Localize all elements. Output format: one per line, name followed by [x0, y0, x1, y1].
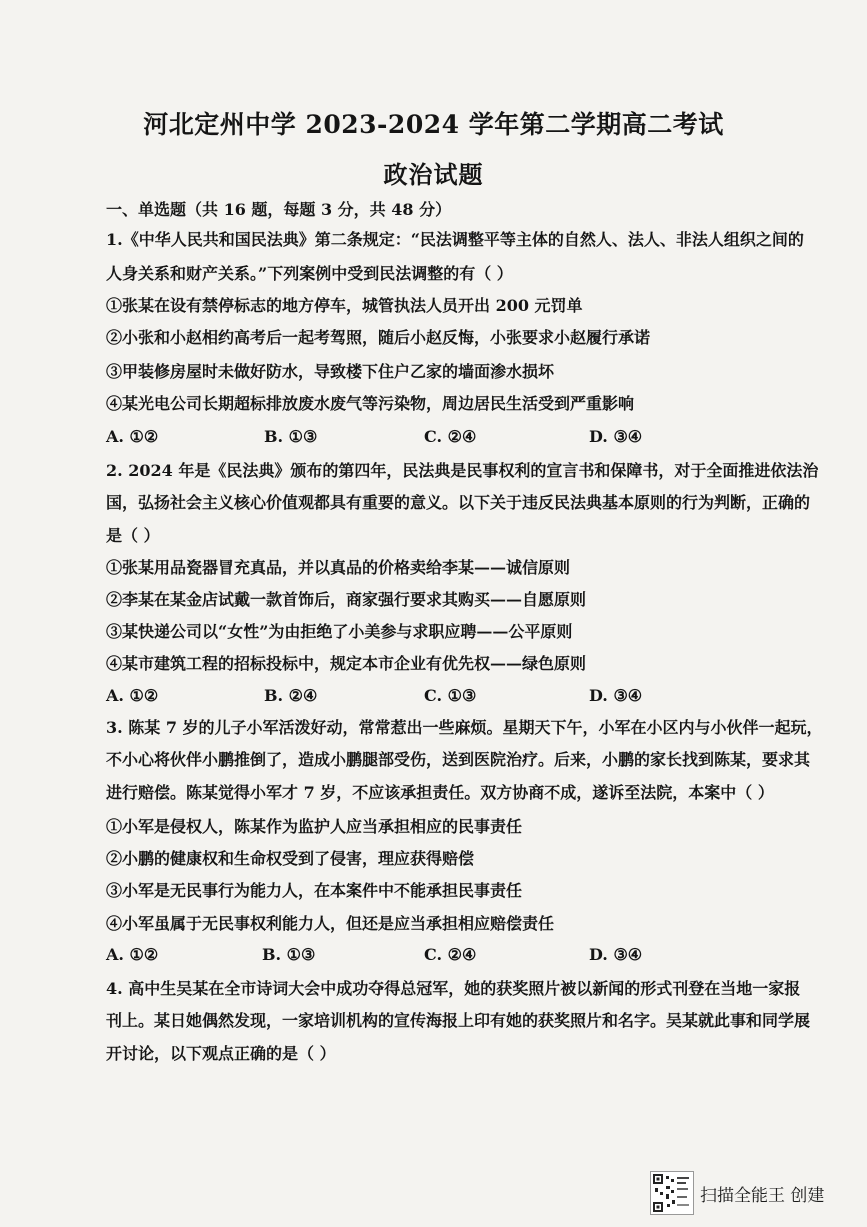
question-3-stem-line-2: 不小心将伙伴小鹏推倒了，造成小鹏腿部受伤，送到医院治疗。后来，小鹏的家长找到陈某，要求其	[106, 750, 811, 769]
question-1-option-b: B. ①③	[264, 427, 318, 446]
question-3-option-d: D. ③④	[589, 945, 643, 964]
question-1-item-4: ④某光电公司长期超标排放废水废气等污染物，周边居民生活受到严重影响	[106, 394, 635, 413]
question-3-item-4: ④小军虽属于无民事权利能力人，但还是应当承担相应赔偿责任	[106, 914, 555, 933]
question-3-stem-line-3: 进行赔偿。陈某觉得小军才 7 岁，不应该承担责任。双方协商不成，遂诉至法院，本案中（ ）	[106, 783, 774, 802]
question-3-option-c: C. ②④	[424, 945, 477, 964]
scanner-watermark	[650, 1170, 824, 1216]
question-2-option-a: A. ①②	[106, 686, 159, 705]
exam-title: 河北定州中学 2023-2024 学年第二学期高二考试	[143, 110, 724, 139]
question-3-option-b: B. ①③	[262, 945, 316, 964]
question-1-option-a: A. ①②	[106, 427, 159, 446]
question-2-option-d: D. ③④	[589, 686, 643, 705]
qr-code-icon	[650, 1171, 694, 1215]
question-1-item-2: ②小张和小赵相约高考后一起考驾照，随后小赵反悔，小张要求小赵履行承诺	[106, 328, 651, 347]
question-2-option-b: B. ②④	[264, 686, 318, 705]
question-1-stem-line-1: 1.《中华人民共和国民法典》第二条规定：“民法调整平等主体的自然人、法人、非法人组织之间的	[106, 230, 804, 249]
question-1-option-c: C. ②④	[424, 427, 477, 446]
question-3-option-a: A. ①②	[106, 945, 159, 964]
question-1-stem-line-2: 人身关系和财产关系。”下列案例中受到民法调整的有（ ）	[106, 264, 513, 283]
question-1-option-d: D. ③④	[589, 427, 643, 446]
question-3-item-3: ③小军是无民事行为能力人，在本案件中不能承担民事责任	[106, 881, 523, 900]
scanner-watermark-text: 扫描全能王 创建	[700, 1185, 825, 1206]
question-1-item-1: ①张某在设有禁停标志的地方停车，城管执法人员开出 200 元罚单	[106, 296, 583, 315]
question-2-item-2: ②李某在某金店试戴一款首饰后，商家强行要求其购买——自愿原则	[106, 590, 587, 609]
question-2-item-1: ①张某用品瓷器冒充真品，并以真品的价格卖给李某——诚信原则	[106, 558, 571, 577]
question-4-stem-line-2: 刊上。某日她偶然发现，一家培训机构的宣传海报上印有她的获奖照片和名字。吴某就此事和同学展	[106, 1011, 811, 1030]
question-4-stem-line-3: 开讨论，以下观点正确的是（ ）	[106, 1044, 336, 1063]
question-3-item-1: ①小军是侵权人，陈某作为监护人应当承担相应的民事责任	[106, 817, 523, 836]
question-3-item-2: ②小鹏的健康权和生命权受到了侵害，理应获得赔偿	[106, 849, 475, 868]
question-4-stem-line-1: 4. 高中生吴某在全市诗词大会中成功夺得总冠军，她的获奖照片被以新闻的形式刊登在当地一家报	[106, 979, 801, 998]
question-2-option-c: C. ①③	[424, 686, 477, 705]
question-2-stem-line-3: 是（ ）	[106, 526, 160, 545]
question-2-stem-line-2: 国，弘扬社会主义核心价值观都具有重要的意义。以下关于违反民法典基本原则的行为判断，正确的	[106, 493, 811, 512]
question-2-stem-line-1: 2. 2024 年是《民法典》颁布的第四年，民法典是民事权利的宣言书和保障书，对于全面推进依法治	[106, 461, 819, 480]
section-heading: 一、单选题（共 16 题，每题 3 分，共 48 分）	[106, 200, 452, 219]
question-2-item-4: ④某市建筑工程的招标投标中，规定本市企业有优先权——绿色原则	[106, 654, 587, 673]
question-2-item-3: ③某快递公司以“女性”为由拒绝了小美参与求职应聘——公平原则	[106, 622, 573, 641]
question-1-item-3: ③甲装修房屋时未做好防水，导致楼下住户乙家的墙面渗水损坏	[106, 362, 555, 381]
exam-subtitle: 政治试题	[383, 160, 484, 189]
question-3-stem-line-1: 3. 陈某 7 岁的儿子小军活泼好动，常常惹出一些麻烦。星期天下午，小军在小区内与小伙伴一起玩，	[106, 718, 823, 737]
